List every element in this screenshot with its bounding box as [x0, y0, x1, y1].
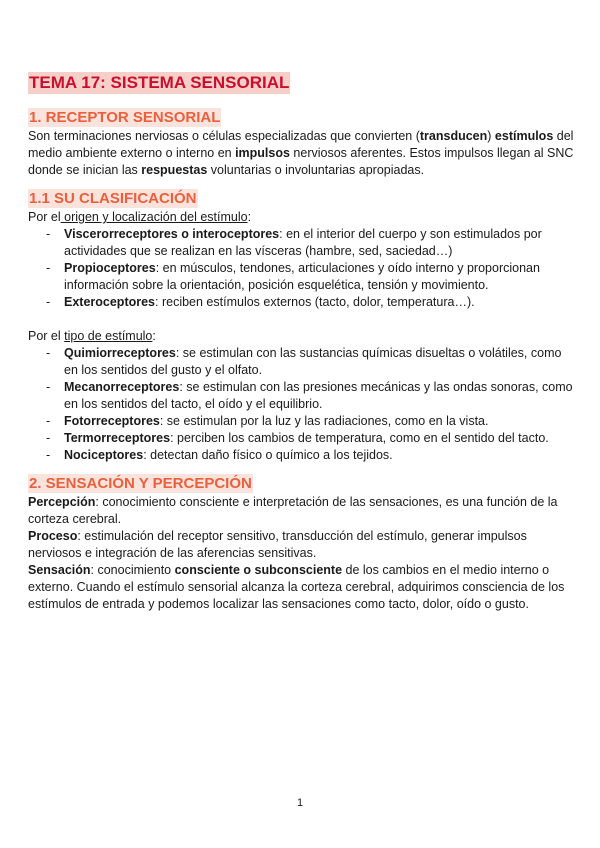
list-item: - Quimiorreceptores: se estimulan con las sustancias químicas disueltas o volátiles, como en los sentidos del gusto y el olfato.	[46, 345, 576, 379]
proceso-paragraph: Proceso: estimulación del receptor sensitivo, transducción del estímulo, generar impulsos nerviosos e integración de las aferencias sensitivas.	[28, 529, 527, 560]
page-title: TEMA 17: SISTEMA SENSORIAL	[29, 73, 290, 92]
stimulus-type-list	[28, 345, 576, 464]
section-1-1	[28, 189, 576, 208]
classification-intro-origin: Por el origen y localización del estímulo:	[28, 210, 252, 224]
section-heading: 2. SENSACIÓN Y PERCEPCIÓN	[29, 475, 252, 492]
page-number: 1	[296, 797, 304, 809]
list-item: - Nociceptores: detectan daño físico o químico a los tejidos.	[46, 447, 576, 464]
receptor-paragraph: Son terminaciones nerviosas o células especializadas que convierten (transducen) estímulos del medio ambiente externo o interno en impulsos nerviosos aferentes. Estos impulsos llegan al SNC donde se inician las respuestas voluntarias o involuntarias apropiadas.	[28, 129, 574, 177]
section-heading: 1.1 SU CLASIFICACIÓN	[29, 190, 197, 207]
section-2	[28, 474, 576, 493]
classification-intro-type: Por el tipo de estímulo:	[28, 329, 156, 343]
sensacion-paragraph: Sensación: conocimiento consciente o subconsciente de los cambios en el medio interno o externo. Cuando el estímulo sensorial alcanza la corteza cerebral, adquirimos consciencia de los estímulos de entrada y podemos localizar las sensaciones como tacto, dolor, oído o gusto.	[28, 563, 565, 611]
list-item: - Viscerorreceptores o interoceptores: en el interior del cuerpo y son estimulados por actividades que se realizan en las vísceras (hambre, sed, saciedad…)	[46, 226, 576, 260]
section-1	[28, 108, 576, 127]
list-item: - Propioceptores: en músculos, tendones, articulaciones y oído interno y proporcionan información sobre la orientación, posición esquelética, tensión y movimiento.	[46, 260, 576, 294]
list-item: - Fotorreceptores: se estimulan por la luz y las radiaciones, como en la vista.	[46, 413, 576, 430]
section-heading: 1. RECEPTOR SENSORIAL	[29, 109, 221, 126]
document-page	[28, 72, 576, 613]
origin-list	[28, 226, 576, 311]
list-item: - Mecanorreceptores: se estimulan con las presiones mecánicas y las ondas sonoras, como en los sentidos del tacto, el oído y el equilibrio.	[46, 379, 576, 413]
percepcion-paragraph: Percepción: conocimiento consciente e interpretación de las sensaciones, es una función de la corteza cerebral.	[28, 495, 558, 526]
list-item: - Termorreceptores: perciben los cambios de temperatura, como en el sentido del tacto.	[46, 430, 576, 447]
list-item: - Exteroceptores: reciben estímulos externos (tacto, dolor, temperatura…).	[46, 294, 576, 311]
